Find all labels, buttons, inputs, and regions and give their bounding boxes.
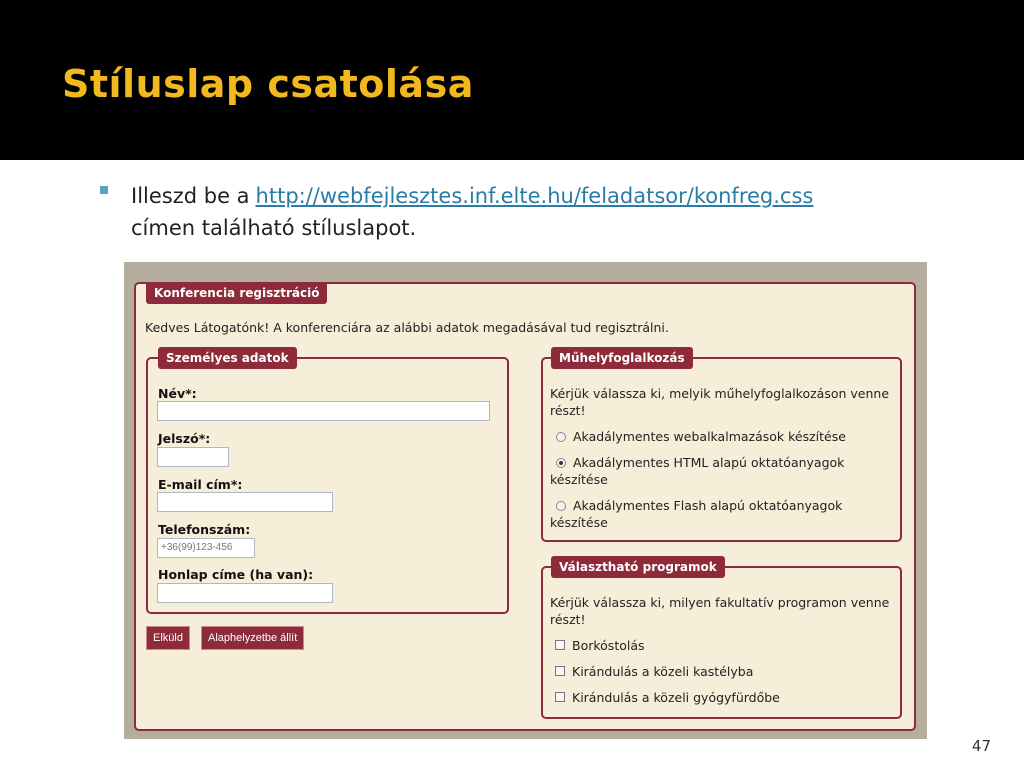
page-number: 47 <box>971 737 991 755</box>
homepage-input[interactable] <box>157 583 333 603</box>
password-label: Jelszó*: <box>158 431 211 446</box>
workshop-prompt-end: részt! <box>550 403 586 418</box>
bullet-text-start: Illeszd be a <box>131 184 250 208</box>
email-label: E-mail cím*: <box>158 477 243 492</box>
programs-prompt: Kérjük válassza ki, milyen fakultatív programon venne <box>550 595 890 610</box>
workshop-radio-1[interactable] <box>556 432 566 442</box>
name-label: Név*: <box>158 386 197 401</box>
stylesheet-link[interactable]: http://webfejlesztes.inf.elte.hu/feladatsor/konfreg.css <box>255 184 814 208</box>
name-input[interactable] <box>157 401 490 421</box>
workshop-option-2: Akadálymentes HTML alapú oktatóanyagok <box>573 455 845 470</box>
phone-input[interactable]: +36(99)123-456 <box>157 538 255 558</box>
workshop-option-3-cont: készítése <box>550 515 608 530</box>
workshop-option-1: Akadálymentes webalkalmazások készítése <box>573 429 846 444</box>
bullet-text-end: címen található stíluslapot. <box>131 216 417 240</box>
program-option-3: Kirándulás a közeli gyógyfürdőbe <box>572 690 780 705</box>
workshop-radio-2[interactable] <box>556 458 566 468</box>
slide-title: Stíluslap csatolása <box>62 62 474 106</box>
bullet-icon <box>100 186 108 194</box>
program-option-1: Borkóstolás <box>572 638 645 653</box>
registration-legend: Konferencia regisztráció <box>146 282 327 304</box>
workshop-option-2-cont: készítése <box>550 472 608 487</box>
program-option-2: Kirándulás a közeli kastélyba <box>572 664 754 679</box>
phone-label: Telefonszám: <box>158 522 251 537</box>
program-checkbox-2[interactable] <box>555 666 565 676</box>
workshop-option-3: Akadálymentes Flash alapú oktatóanyagok <box>573 498 843 513</box>
workshop-prompt: Kérjük válassza ki, melyik műhelyfoglalkozáson venne <box>550 386 890 401</box>
bullet-text <box>131 180 951 244</box>
workshop-legend: Műhelyfoglalkozás <box>551 347 693 369</box>
email-input[interactable] <box>157 492 333 512</box>
form-intro: Kedves Látogatónk! A konferenciára az alábbi adatok megadásával tud regisztrálni. <box>145 320 669 335</box>
reset-button[interactable]: Alaphelyzetbe állít <box>201 626 304 650</box>
personal-legend: Személyes adatok <box>158 347 297 369</box>
program-checkbox-1[interactable] <box>555 640 565 650</box>
programs-legend: Választható programok <box>551 556 725 578</box>
programs-prompt-end: részt! <box>550 612 586 627</box>
program-checkbox-3[interactable] <box>555 692 565 702</box>
password-input[interactable] <box>157 447 229 467</box>
submit-button[interactable]: Elküld <box>146 626 190 650</box>
header-divider <box>0 160 1024 162</box>
workshop-radio-3[interactable] <box>556 501 566 511</box>
homepage-label: Honlap címe (ha van): <box>158 567 314 582</box>
